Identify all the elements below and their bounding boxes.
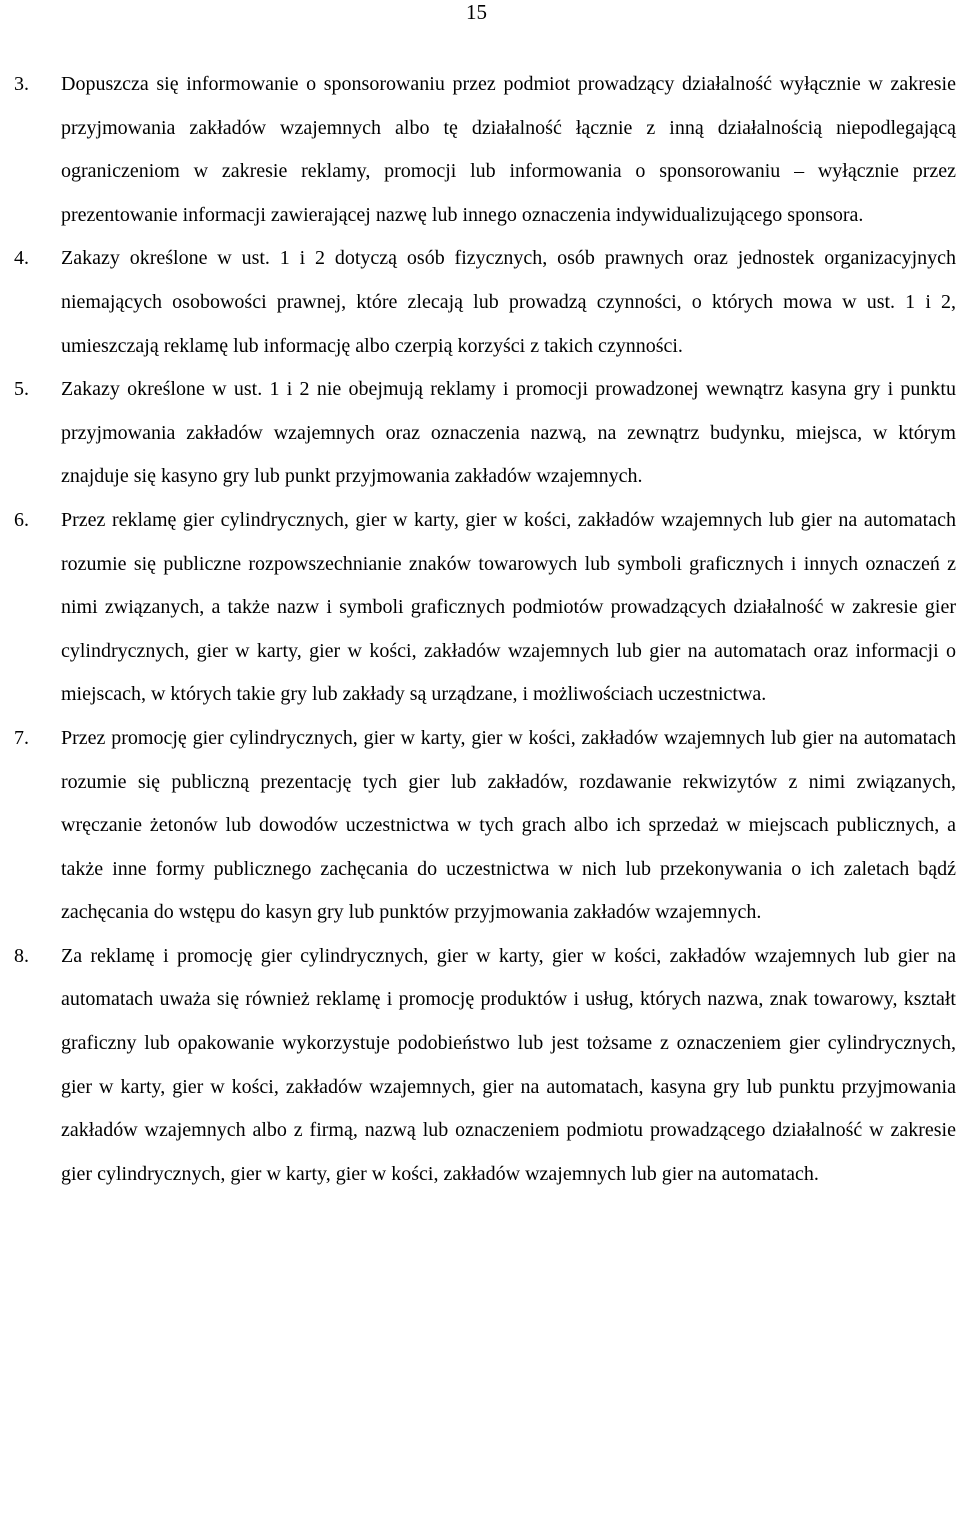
document-body — [14, 63, 956, 1196]
paragraph-number: 3. — [14, 73, 29, 95]
paragraph-number: 7. — [14, 726, 29, 749]
paragraph-4 — [14, 237, 956, 368]
paragraph-number: 5. — [14, 378, 29, 401]
paragraph-number: 8. — [14, 944, 29, 967]
paragraph-number: 6. — [14, 508, 29, 531]
paragraph-number: 4. — [14, 247, 29, 270]
page-number: 15 — [466, 0, 487, 24]
paragraph-3 — [14, 63, 956, 237]
paragraph-6 — [14, 499, 956, 717]
paragraph-text: Za reklamę i promocję gier cylindrycznych, gier w karty, gier w kości, zakładów wzajemnych lub gier na automatach uważa się również reklamę i promocję produktów i usług, których nazwa, znak towarowy, kształt graficzny lub opakowanie wykorzystuje podobieństwo lub jest tożsame z oznaczeniem gier cylindrycznych, gier w karty, gier w kości, zakładów wzajemnych, gier na automatach, kasyna gry lub punktu przyjmowania zakładów wzajemnych albo z firmą, nazwą lub oznaczeniem podmiotu prowadzącego działalność w zakresie gier cylindrycznych, gier w karty, gier w kości, zakładów wzajemnych lub gier na automatach. — [61, 944, 956, 1185]
paragraph-text: Zakazy określone w ust. 1 i 2 dotyczą osób fizycznych, osób prawnych oraz jednostek organizacyjnych niemających osobowości prawnej, które zlecają lub prowadzą czynności, o których mowa w ust. 1 i 2, umieszczają reklamę lub informację albo czerpią korzyści z takich czynności. — [61, 247, 956, 357]
paragraph-text: Przez reklamę gier cylindrycznych, gier w karty, gier w kości, zakładów wzajemnych lub gier na automatach rozumie się publiczne rozpowszechnianie znaków towarowych lub symboli graficznych i innych oznaczeń z nimi związanych, a także nazw i symboli graficznych podmiotów prowadzących działalność w zakresie gier cylindrycznych, gier w karty, gier w kości, zakładów wzajemnych lub gier na automatach oraz informacji o miejscach, w których takie gry lub zakłady są urządzane, i możliwościach uczestnictwa. — [61, 508, 956, 706]
paragraph-text: Dopuszcza się informowanie o sponsorowaniu przez podmiot prowadzący działalność wyłącznie w zakresie przyjmowania zakładów wzajemnych albo tę działalność łącznie z inną działalnością niepodlegającą ograniczeniom w zakresie reklamy, promocji lub informowania o sponsorowaniu – wyłącznie przez prezentowanie informacji zawierającej nazwę lub innego oznaczenia indywidualizującego sponsora. — [61, 73, 956, 226]
paragraph-7 — [14, 717, 956, 935]
paragraph-5 — [14, 368, 956, 499]
paragraph-text: Przez promocję gier cylindrycznych, gier w karty, gier w kości, zakładów wzajemnych lub gier na automatach rozumie się publiczną prezentację tych gier lub zakładów, rozdawanie rekwizytów z nimi związanych, wręczanie żetonów lub dowodów uczestnictwa w tych grach albo ich sprzedaż w miejscach publicznych, a także inne formy publicznego zachęcania do uczestnictwa w nich lub przekonywania o ich zaletach bądź zachęcania do wstępu do kasyn gry lub punktów przyjmowania zakładów wzajemnych. — [61, 726, 956, 924]
paragraph-8 — [14, 935, 956, 1197]
paragraph-text: Zakazy określone w ust. 1 i 2 nie obejmują reklamy i promocji prowadzonej wewnątrz kasyna gry i punktu przyjmowania zakładów wzajemnych oraz oznaczenia nazwą, na zewnątrz budynku, miejsca, w którym znajduje się kasyno gry lub punkt przyjmowania zakładów wzajemnych. — [61, 378, 956, 488]
